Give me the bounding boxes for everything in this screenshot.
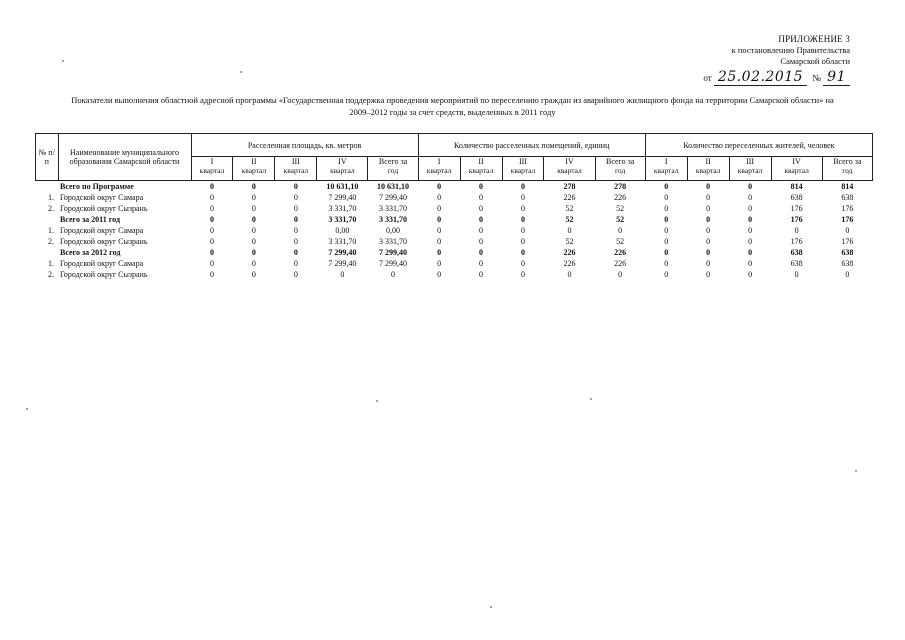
subheader-period: год: [387, 166, 399, 175]
subheader-residents-1: [645, 157, 687, 181]
cell-residents-5: 176: [841, 237, 854, 246]
subheader-label: III: [746, 157, 755, 166]
cell-residents-3: 0: [748, 204, 753, 213]
cell-residents-2: 0: [706, 226, 711, 235]
cell-area-5: 0,00: [386, 226, 401, 235]
cell-area-5: 7 299,40: [379, 248, 408, 257]
appendix-region-line: Самарской области: [780, 56, 850, 66]
cell-area-5: 7 299,40: [379, 193, 408, 202]
cell-residents-1: 0: [664, 259, 669, 268]
subheader-label: I: [210, 157, 214, 166]
cell-premises-3: 0: [520, 237, 525, 246]
row-number: [36, 247, 59, 258]
cell-area-2: 0: [251, 259, 256, 268]
table-total-row: [36, 214, 873, 225]
cell-premises-1: 0: [437, 270, 442, 279]
cell-residents-2: 0: [706, 204, 711, 213]
table-row: [36, 236, 873, 247]
subheader-premises-5: [595, 157, 645, 181]
subheader-label: II: [251, 157, 257, 166]
cell-area-1: 0: [209, 226, 214, 235]
cell-residents-2: 0: [706, 193, 711, 202]
cell-area-5: 10 631,10: [377, 182, 410, 191]
cell-residents-1: 0: [664, 270, 669, 279]
cell-residents-3: 0: [748, 226, 753, 235]
subheader-residents-3: [729, 157, 771, 181]
cell-premises-5: 52: [616, 204, 625, 213]
subheader-label: IV: [565, 157, 574, 166]
cell-residents-1: 0: [664, 226, 669, 235]
cell-area-3: 0: [293, 204, 298, 213]
cell-residents-5: 638: [841, 248, 854, 257]
cell-premises-3: 0: [520, 259, 525, 268]
cell-residents-4: 638: [790, 193, 803, 202]
cell-area-1: 0: [209, 248, 214, 257]
subheader-label: II: [478, 157, 484, 166]
cell-premises-3: 0: [520, 270, 525, 279]
cell-area-5: 3 331,70: [379, 204, 408, 213]
subheader-area-5: [368, 157, 418, 181]
cell-premises-2: 0: [479, 237, 484, 246]
cell-premises-4: 226: [563, 248, 576, 257]
group-header-area: Расселенная площадь, кв. метров: [191, 134, 418, 157]
cell-premises-1: 0: [437, 237, 442, 246]
cell-residents-2: 0: [706, 215, 711, 224]
subheader-residents-4: [771, 157, 822, 181]
subheader-period: квартал: [510, 166, 536, 175]
municipality-name: Всего за 2011 год: [60, 215, 120, 224]
subheader-period: квартал: [737, 166, 763, 175]
cell-residents-1: 0: [664, 248, 669, 257]
municipality-name: Городской округ Самара: [60, 259, 144, 268]
cell-premises-3: 0: [520, 248, 525, 257]
cell-premises-5: 52: [616, 215, 625, 224]
table-total-row: [36, 247, 873, 258]
cell-premises-4: 226: [563, 259, 576, 268]
cell-premises-2: 0: [479, 259, 484, 268]
cell-residents-5: 176: [841, 204, 854, 213]
subheader-area-1: [191, 157, 233, 181]
subheader-label: Всего за: [606, 157, 635, 166]
scan-speck: [490, 606, 492, 608]
subheader-residents-5: [822, 157, 872, 181]
cell-premises-5: 278: [614, 182, 627, 191]
row-number: 2.: [48, 270, 54, 279]
scan-speck: [590, 398, 592, 400]
cell-area-2: 0: [251, 270, 256, 279]
row-number: 1.: [48, 193, 54, 202]
cell-area-1: 0: [209, 237, 214, 246]
municipality-name: Городской округ Сызрань: [60, 237, 148, 246]
cell-premises-4: 52: [565, 204, 574, 213]
indicators-table: [35, 133, 873, 280]
appendix-title: ПРИЛОЖЕНИЕ 3: [778, 34, 850, 44]
group-header-premises: Количество расселенных помещений, единиц: [418, 134, 645, 157]
cell-area-5: 0: [391, 270, 396, 279]
table-total-row: [36, 181, 873, 193]
subheader-period: квартал: [283, 166, 309, 175]
cell-residents-1: 0: [664, 193, 669, 202]
document-title: [30, 94, 875, 118]
cell-premises-5: 52: [616, 237, 625, 246]
cell-area-4: 0: [340, 270, 345, 279]
subheader-premises-2: [460, 157, 502, 181]
cell-premises-1: 0: [437, 193, 442, 202]
cell-residents-2: 0: [706, 259, 711, 268]
cell-premises-3: 0: [520, 193, 525, 202]
cell-premises-2: 0: [479, 248, 484, 257]
cell-area-3: 0: [293, 182, 298, 191]
subheader-label: III: [518, 157, 527, 166]
cell-residents-4: 176: [790, 204, 803, 213]
subheader-area-4: [317, 157, 368, 181]
scan-speck: [62, 60, 64, 62]
table-row: [36, 269, 873, 280]
cell-residents-3: 0: [748, 248, 753, 257]
subheader-period: год: [615, 166, 626, 175]
cell-residents-3: 0: [748, 270, 753, 279]
cell-area-5: 3 331,70: [379, 215, 408, 224]
cell-premises-1: 0: [437, 259, 442, 268]
cell-area-4: 7 299,40: [328, 259, 357, 268]
subheader-area-2: [233, 157, 275, 181]
table-row: [36, 258, 873, 269]
document-title-line1: Показатели выполнения областной адресной программы «Государственная поддержка проведения мероприятий по переселению граждан из аварийного жилищного фонда на территории Самарской области» на: [71, 95, 834, 105]
cell-premises-4: 0: [567, 270, 572, 279]
cell-residents-3: 0: [748, 259, 753, 268]
subheader-period: квартал: [695, 166, 721, 175]
cell-residents-4: 176: [790, 237, 803, 246]
subheader-period: квартал: [557, 166, 582, 175]
cell-premises-2: 0: [479, 204, 484, 213]
cell-residents-1: 0: [664, 204, 669, 213]
cell-area-2: 0: [251, 237, 256, 246]
cell-premises-2: 0: [479, 215, 484, 224]
cell-residents-1: 0: [664, 182, 669, 191]
cell-residents-2: 0: [706, 237, 711, 246]
cell-area-4: 7 299,40: [328, 193, 357, 202]
subheader-period: квартал: [199, 166, 225, 175]
municipality-name: Городской округ Сызрань: [60, 204, 148, 213]
subheader-premises-4: [544, 157, 595, 181]
subheader-label: I: [664, 157, 668, 166]
cell-residents-4: 176: [790, 215, 803, 224]
cell-area-4: 10 631,10: [326, 182, 359, 191]
cell-premises-2: 0: [479, 182, 484, 191]
cell-area-4: 3 331,70: [328, 237, 357, 246]
cell-premises-1: 0: [437, 204, 442, 213]
cell-premises-1: 0: [437, 226, 442, 235]
subheader-label: Всего за: [378, 157, 408, 166]
row-number: [36, 214, 59, 225]
cell-premises-5: 0: [618, 226, 623, 235]
cell-area-2: 0: [251, 248, 256, 257]
subheader-label: IV: [338, 157, 347, 166]
municipality-name: Городской округ Сызрань: [60, 270, 148, 279]
cell-premises-5: 226: [614, 259, 627, 268]
cell-residents-1: 0: [664, 237, 669, 246]
cell-area-4: 3 331,70: [328, 204, 357, 213]
cell-premises-3: 0: [520, 215, 525, 224]
subheader-premises-3: [502, 157, 544, 181]
cell-area-1: 0: [209, 193, 214, 202]
col-header-municipality: Наименование муниципального образования Самарской области: [58, 134, 191, 181]
subheader-period: квартал: [426, 166, 452, 175]
cell-area-1: 0: [209, 182, 214, 191]
cell-residents-4: 814: [790, 182, 803, 191]
cell-area-3: 0: [293, 259, 298, 268]
cell-area-3: 0: [293, 226, 298, 235]
cell-area-5: 3 331,70: [379, 237, 408, 246]
table-row: [36, 203, 873, 214]
cell-residents-1: 0: [664, 215, 669, 224]
cell-premises-5: 226: [614, 248, 627, 257]
subheader-period: квартал: [330, 166, 355, 175]
cell-residents-4: 0: [794, 226, 799, 235]
scan-speck: [855, 470, 857, 472]
cell-residents-4: 0: [794, 270, 799, 279]
cell-premises-1: 0: [437, 182, 442, 191]
cell-area-3: 0: [293, 237, 298, 246]
decree-date: 25.02.2015: [714, 69, 807, 86]
subheader-label: II: [705, 157, 711, 166]
cell-area-3: 0: [293, 248, 298, 257]
cell-residents-2: 0: [706, 182, 711, 191]
cell-area-1: 0: [209, 204, 214, 213]
row-number: 2.: [48, 204, 54, 213]
cell-residents-5: 814: [841, 182, 854, 191]
subheader-area-3: [275, 157, 317, 181]
cell-residents-5: 0: [845, 226, 850, 235]
cell-area-3: 0: [293, 215, 298, 224]
subheader-period: год: [842, 166, 853, 175]
subheader-premises-1: [418, 157, 460, 181]
municipality-name: Городской округ Самара: [60, 193, 144, 202]
cell-premises-1: 0: [437, 248, 442, 257]
municipality-name: Городской округ Самара: [60, 226, 144, 235]
cell-premises-3: 0: [520, 226, 525, 235]
cell-area-3: 0: [293, 270, 298, 279]
subheader-label: III: [291, 157, 300, 166]
cell-premises-4: 278: [563, 182, 576, 191]
cell-area-2: 0: [251, 204, 256, 213]
decree-date-prefix: от: [703, 73, 712, 83]
cell-premises-5: 0: [618, 270, 623, 279]
subheader-period: квартал: [653, 166, 679, 175]
cell-residents-2: 0: [706, 248, 711, 257]
cell-area-1: 0: [209, 270, 214, 279]
scan-speck: [376, 400, 378, 402]
cell-area-2: 0: [251, 193, 256, 202]
cell-area-4: 7 299,40: [328, 248, 357, 257]
cell-premises-4: 52: [565, 237, 574, 246]
scan-speck: [26, 408, 28, 410]
group-header-residents: Количество переселенных жителей, человек: [645, 134, 872, 157]
cell-area-2: 0: [251, 215, 256, 224]
cell-premises-4: 0: [567, 226, 572, 235]
cell-area-3: 0: [293, 193, 298, 202]
cell-area-4: 0,00: [335, 226, 350, 235]
cell-premises-4: 52: [565, 215, 574, 224]
row-number: 1.: [48, 259, 54, 268]
table-body: [36, 181, 873, 281]
row-number: [36, 181, 59, 193]
cell-premises-3: 0: [520, 182, 525, 191]
subheader-label: IV: [792, 157, 801, 166]
row-number: 1.: [48, 226, 54, 235]
row-number: 2.: [48, 237, 54, 246]
appendix-header: [640, 34, 850, 85]
cell-area-1: 0: [209, 259, 214, 268]
cell-residents-3: 0: [748, 182, 753, 191]
cell-residents-5: 638: [841, 259, 854, 268]
cell-premises-5: 226: [614, 193, 627, 202]
appendix-decree-line: к постановлению Правительства: [731, 45, 850, 55]
cell-residents-3: 0: [748, 215, 753, 224]
cell-premises-1: 0: [437, 215, 442, 224]
cell-residents-4: 638: [790, 248, 803, 257]
subheader-label: Всего за: [833, 157, 862, 166]
scan-speck: [240, 71, 242, 73]
table-row: [36, 192, 873, 203]
col-header-number: № п/п: [36, 134, 59, 181]
cell-premises-2: 0: [479, 270, 484, 279]
cell-residents-4: 638: [790, 259, 803, 268]
document-title-line2: 2009–2012 годы за счет средств, выделенных в 2011 году: [349, 107, 556, 117]
cell-premises-4: 226: [563, 193, 576, 202]
decree-number: 91: [823, 69, 850, 86]
subheader-residents-2: [687, 157, 729, 181]
subheader-period: квартал: [468, 166, 494, 175]
cell-residents-5: 0: [845, 270, 850, 279]
municipality-name: Всего по Программе: [60, 182, 134, 191]
municipality-name: Всего за 2012 год: [60, 248, 121, 257]
cell-area-5: 7 299,40: [379, 259, 408, 268]
cell-residents-5: 638: [841, 193, 854, 202]
subheader-label: I: [437, 157, 441, 166]
cell-residents-2: 0: [706, 270, 711, 279]
cell-area-1: 0: [209, 215, 214, 224]
cell-premises-2: 0: [479, 193, 484, 202]
decree-number-label: №: [812, 73, 821, 83]
appendix-decree-ref: [640, 69, 850, 85]
cell-residents-5: 176: [841, 215, 854, 224]
cell-residents-3: 0: [748, 193, 753, 202]
subheader-period: квартал: [784, 166, 809, 175]
cell-premises-3: 0: [520, 204, 525, 213]
cell-premises-2: 0: [479, 226, 484, 235]
cell-area-2: 0: [251, 226, 256, 235]
table-row: [36, 225, 873, 236]
cell-area-2: 0: [251, 182, 256, 191]
cell-area-4: 3 331,70: [328, 215, 357, 224]
subheader-period: квартал: [241, 166, 267, 175]
cell-residents-3: 0: [748, 237, 753, 246]
